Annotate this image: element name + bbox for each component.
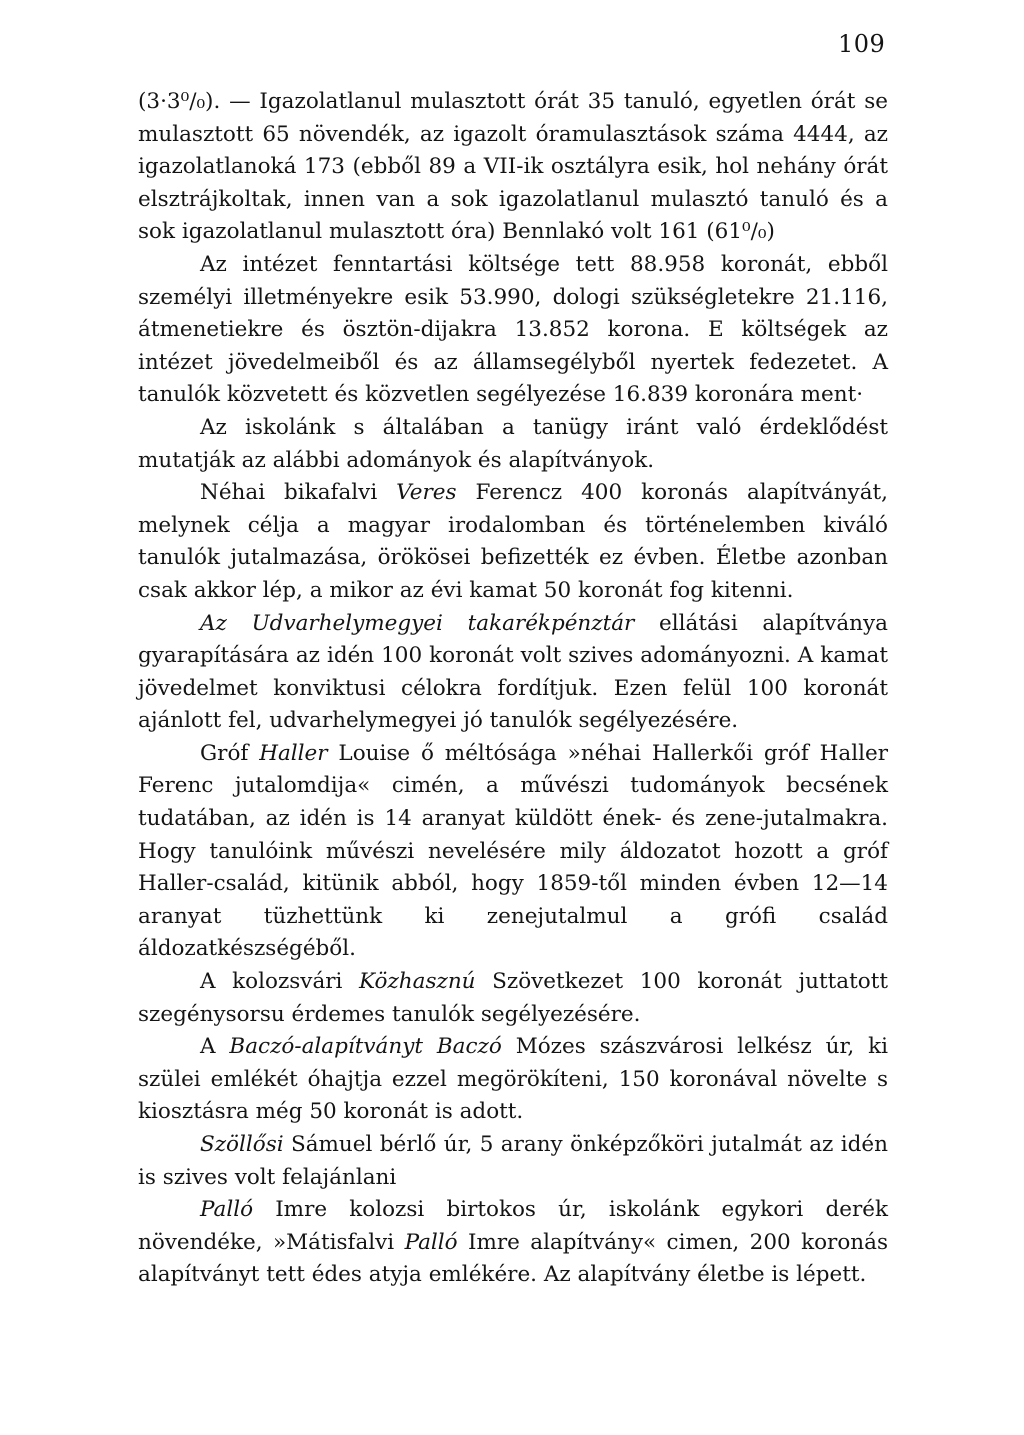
text-run: Gróf (200, 740, 260, 766)
text-run: Imre alapítvány« cimen, 200 koronás alapítványt tett édes atyja emlékére. Az alapítvány életbe is lépett. (138, 1229, 888, 1288)
italic-name: Baczó-alapítványt Baczó (229, 1034, 502, 1060)
italic-name: Veres (396, 480, 457, 506)
text-run: Mózes szászvárosi lelkész úr, ki szülei emlékét óhajtja ezzel megörökíteni, 150 koronával növelte s kiosztásra még 50 koronát is adott. (138, 1034, 888, 1125)
paragraph-veres-foundation (138, 477, 888, 607)
italic-name: Közhasznú (359, 969, 476, 995)
paragraph-baczo-foundation (138, 1031, 888, 1129)
page-number: 109 (838, 30, 886, 58)
paragraph-maintenance-cost: Az intézet fenntartási költsége tett 88.958 koronát, ebből személyi illetményekre esik 53.990, dologi szükségletekre 21.116, átmenetiekre és ösztön-dijakra 13.852 korona. E költségek az intézet jövedelmeiből és az államsegélyből nyertek fedezetet. A tanulók közvetett és közvetlen segélyezése 16.839 koronára ment· (138, 251, 888, 408)
italic-name: Haller (259, 740, 328, 766)
paragraph-absences: (3·3⁰/₀). — Igazolatlanul mulasztott órát 35 tanuló, egyetlen órát se mulasztott 65 növendék, az igazolt óramulasztások száma 4444, az igazolatlanoká 173 (ebből 89 a VII-ik osztályra esik, hol nehány órát elsztrájkoltak, innen van a sok igazolatlanul mulasztó tanuló és a sok igazolatlanul mulasztott óra) Bennlakó volt 161 (61⁰/₀) (138, 89, 888, 245)
text-run: Louise ő méltósága »néhai Hallerkői gróf Haller Ferenc jutalomdija« cimén, a művészi tudományok becsének tudatában, az idén is 14 aranyat küldött ének- és zene-jutalmakra. Hogy tanulóink művészi nevelésére mily áldozatot hozott a gróf Haller-család, kitünik abból, hogy 1859-től minden évben 12—14 aranyat tüzhettünk ki zenejutalmul a grófi család áldozatkészségéből. (138, 740, 888, 962)
italic-name: Szöllősi (200, 1132, 284, 1157)
text-run: Szövetkezet 100 koronát juttatott szegénysorsu érdemes tanulók segélyezésére. (138, 969, 888, 1027)
page-body (138, 86, 888, 1292)
italic-name: Az Udvarhelymegyei takarékpénztár (200, 610, 635, 636)
text-run: Néhai bikafalvi (200, 480, 397, 506)
paragraph-savings-bank (138, 608, 888, 738)
text-run: ellátási alapítványa gyarapítására az idén 100 koronát volt szives adományozni. A kamat jövedelmet konviktusi célokra fordítjuk. Ezen felül 100 koronát ajánlott fel, udvarhelymegyei jó tanulók segélyezésére. (138, 610, 888, 734)
paragraph-pallo-foundation (138, 1194, 888, 1292)
text-run: Ferencz 400 koronás alapítványát, melynek célja a magyar irodalomban és történelemben kiváló tanulók jutalmazása, örökösei befizették ez évben. Életbe azonban csak akkor lép, a mikor az évi kamat 50 koronát fog kitenni. (138, 480, 888, 603)
text-run: A (200, 1034, 230, 1060)
paragraph-donations-intro: Az iskolánk s általában a tanügy iránt való érdeklődést mutatják az alábbi adományok és alapítványok. (138, 414, 888, 473)
italic-name: Palló (200, 1197, 254, 1223)
text-run: Imre kolozsi birtokos úr, iskolánk egykori derék növendéke, »Mátisfalvi (138, 1197, 888, 1255)
paragraph-szollosi-prize (138, 1129, 888, 1194)
italic-name: Palló (404, 1229, 458, 1255)
text-run: A kolozsvári (200, 969, 360, 995)
text-run: Sámuel bérlő úr, 5 arany önképzőköri jutalmát az idén is szives volt felajánlani (138, 1132, 888, 1190)
paragraph-kozhasznu-cooperative (138, 966, 888, 1031)
paragraph-haller-prize (138, 738, 888, 966)
